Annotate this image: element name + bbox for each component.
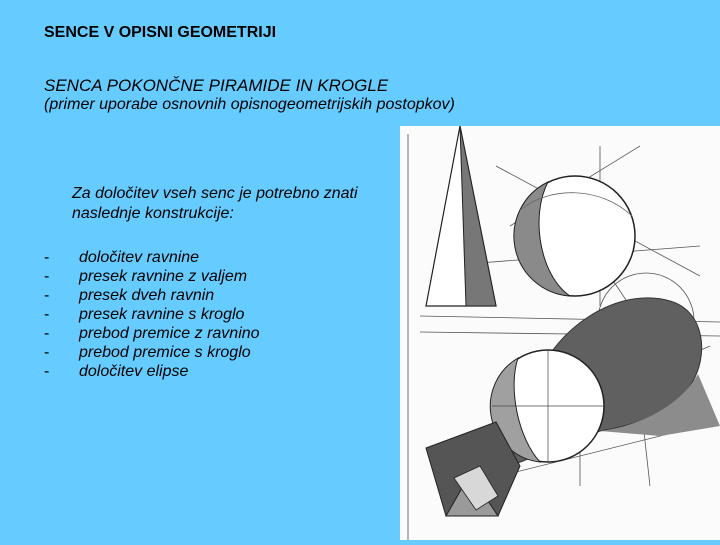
- shadow-construction-illustration: [400, 126, 720, 540]
- subtitle: SENCA POKONČNE PIRAMIDE IN KROGLE: [44, 76, 389, 95]
- list-item: [44, 362, 260, 381]
- page-title: SENCE V OPISNI GEOMETRIJI: [44, 24, 277, 41]
- list-item-label: prebod premice z ravnino: [79, 325, 260, 342]
- geometry-drawing: [400, 126, 720, 540]
- intro-text: Za določitev vseh senc je potrebno znati naslednje konstrukcije:: [72, 185, 358, 222]
- list-item-label: določitev ravnine: [79, 249, 200, 266]
- construction-list: [44, 248, 260, 381]
- bullet-dash: -: [44, 249, 50, 266]
- bullet-dash: -: [44, 344, 50, 361]
- bullet-dash: -: [44, 325, 50, 342]
- bullet-dash: -: [44, 306, 50, 323]
- bullet-dash: -: [44, 287, 50, 304]
- list-item-label: presek ravnine s kroglo: [79, 306, 245, 323]
- bullet-dash: -: [44, 363, 50, 380]
- list-item: [44, 305, 260, 324]
- list-item: [44, 343, 260, 362]
- subtitle-note: (primer uporabe osnovnih opisnogeometrijskih postopkov): [44, 96, 455, 113]
- list-item: [44, 267, 260, 286]
- list-item: [44, 248, 260, 267]
- pyramid-shadow-face: [460, 126, 496, 306]
- bullet-dash: -: [44, 268, 50, 285]
- list-item-label: določitev elipse: [79, 363, 189, 380]
- list-item: [44, 324, 260, 343]
- list-item: [44, 286, 260, 305]
- list-item-label: presek dveh ravnin: [79, 287, 215, 304]
- list-item-label: presek ravnine z valjem: [79, 268, 248, 285]
- list-item-label: prebod premice s kroglo: [79, 344, 251, 361]
